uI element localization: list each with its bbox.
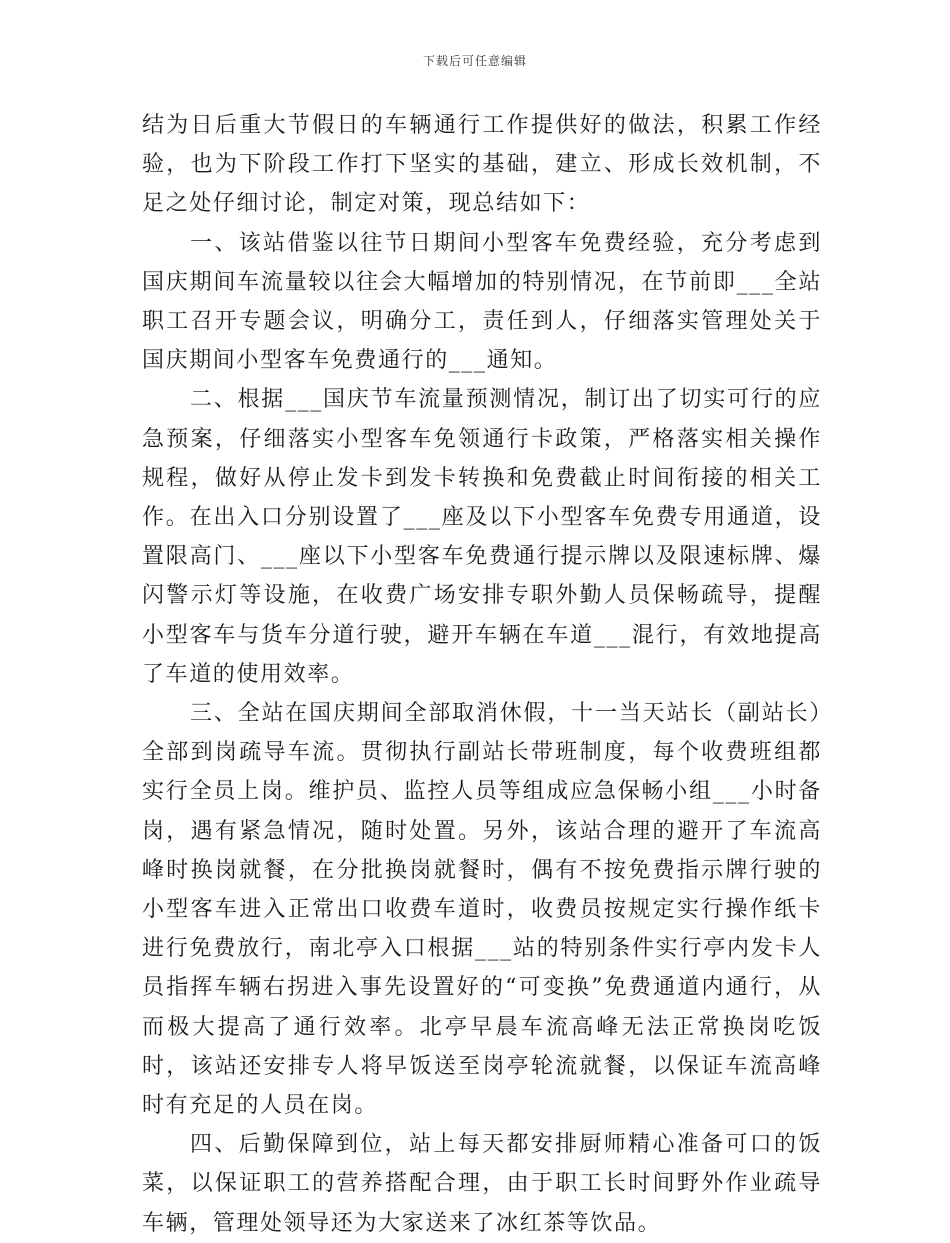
paragraph-section-2: 二、根据___国庆节车流量预测情况，制订出了切实可行的应急预案，仔细落实小型客车免领通行卡政策，严格落实相关操作规程，做好从停止发卡到发卡转换和免费截止时间衔接的相关工作。在出入口分别设置了___座及以下小型客车免费专用通道，设置限高门、___座以下小型客车免费通行提示牌以及限速标牌、爆闪警示灯等设施，在收费广场安排专职外勤人员保畅疏导，提醒小型客车与货车分道行驶，避开车辆在车道___混行，有效地提高了车道的使用效率。 [142,387,822,687]
paragraph-section-1: 一、该站借鉴以往节日期间小型客车免费经验，充分考虑到国庆期间车流量较以往会大幅增加的特别情况，在节前即___全站职工召开专题会议，明确分工，责任到人，仔细落实管理处关于国庆期间小型客车免费通行的___通知。 [142,230,822,374]
paragraph-section-3: 三、全站在国庆期间全部取消休假，十一当天站长（副站长）全部到岗疏导车流。贯彻执行副站长带班制度，每个收费班组都实行全员上岗。维护员、监控人员等组成应急保畅小组___小时备岗，遇有紧急情况，随时处置。另外，该站合理的避开了车流高峰时换岗就餐，在分批换岗就餐时，偶有不按免费指示牌行驶的小型客车进入正常出口收费车道时，收费员按规定实行操作纸卡进行免费放行，南北亭入口根据___站的特别条件实行亭内发卡人员指挥车辆右拐进入事先设置好的“可变换”免费通道内通行，从而极大提高了通行效率。北亭早晨车流高峰无法正常换岗吃饭时，该站还安排专人将早饭送至岗亭轮流就餐，以保证车流高峰时有充足的人员在岗。 [142,701,822,1119]
paragraph-continuation: 结为日后重大节假日的车辆通行工作提供好的做法，积累工作经验，也为下阶段工作打下坚实的基础，建立、形成长效机制，不足之处仔细讨论，制定对策，现总结如下： [142,113,822,217]
document-body [142,106,822,1243]
page-header-note: 下载后可任意编辑 [422,54,527,68]
paragraph-section-4: 四、后勤保障到位，站上每天都安排厨师精心准备可口的饭菜，以保证职工的营养搭配合理，由于职工长时间野外作业疏导车辆，管理处领导还为大家送来了冰红茶等饮品。 [142,1132,822,1236]
